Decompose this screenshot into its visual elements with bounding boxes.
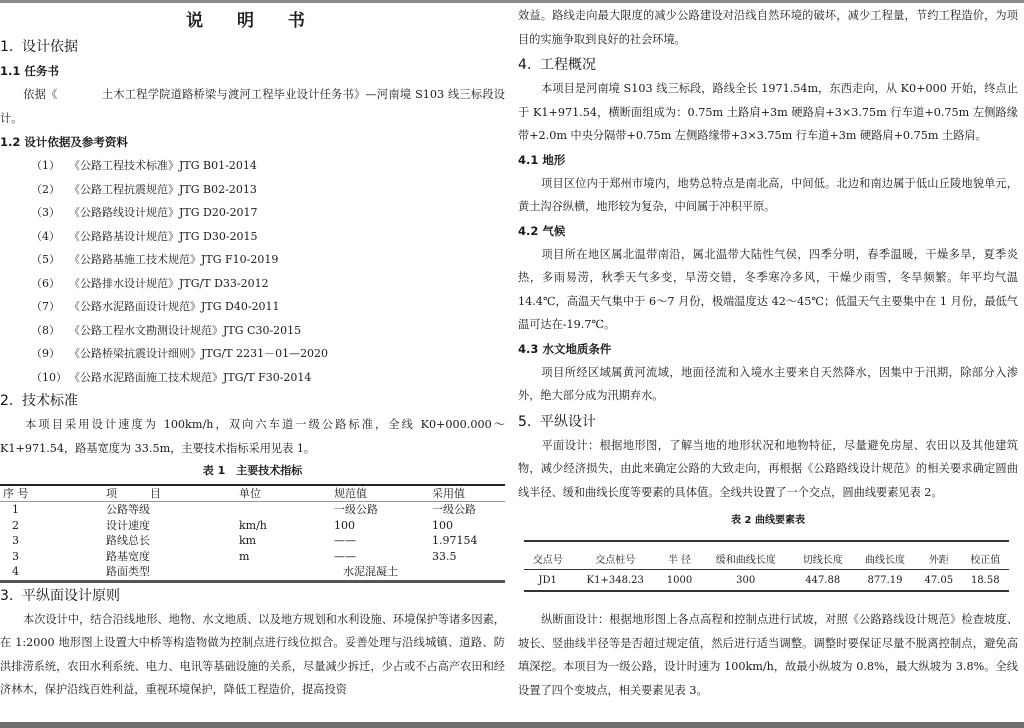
table-1-caption: 表 1 主要技术指标 [202, 464, 303, 477]
cell-adopted: 一级公路 [432, 503, 476, 516]
section-number: 5. [518, 413, 532, 430]
ref-number: （4） [31, 229, 60, 243]
section-number: 3. [0, 587, 14, 604]
cell-adopted: 1.97154 [432, 534, 478, 547]
paragraph-text: 项目区位内于郑州市境内，地势总特点是南北高，中间低。北边和南边属于低山丘陵地貌单元，黄土沟谷纵横，地形较为复杂，中间属于冲积平原。 [518, 176, 1018, 213]
cell-unit [236, 564, 331, 581]
ref-text: 《公路路基施工技术规范》JTG F10-2019 [69, 253, 279, 266]
col-header: 交点桩号 [571, 541, 659, 570]
subsection-1-1-heading: 1.1 任务书 [0, 64, 59, 78]
ref-number: （6） [31, 276, 60, 290]
section-title: 平纵设计 [540, 413, 596, 430]
cell-adopted: 100 [432, 518, 453, 532]
cell: 47.05 [916, 570, 961, 592]
ref-text: 《公路排水设计规范》JTG/T D33-2012 [69, 276, 269, 290]
paragraph-text: 平面设计：根据地形图，了解当地的地形状况和地物特征，尽量避免房屋、农田以及其他建筑物，减少经济损失，由此来确定公路的大致走向，再根据《公路路线设计规范》的相关要求确定圆曲线半径、缓和曲线长度等要素的具体值。全线共设置了一个交点，圆曲线要素见表 2。 [518, 438, 1018, 499]
reference-item [0, 178, 505, 202]
cell: 447.88 [792, 570, 854, 592]
table-row [0, 549, 505, 565]
cell-unit: km [239, 534, 257, 547]
ref-number: （7） [31, 300, 60, 313]
subsection-1-2-heading: 1.2 设计依据及参考资料 [0, 135, 128, 149]
table-row [0, 564, 505, 581]
paragraph-text: 本次设计中，结合沿线地形、地物、水文地质、以及地方规划和水利设施、环境保护等诸多因素，在 1:2000 地形图上设置大中桥等构造物做为控制点进行线位拟合。妥善处理与沿线城镇、道路、防洪排涝系统，农田水利系统、电力、电讯等基础设施的关系，尽量减少拆迁，少占或不占高产农田和经济林木，保护沿线百姓利益，重视环境保护，降低工程造价，提高投资 [0, 612, 505, 696]
ref-text: 《公路路基设计规范》JTG D30-2015 [69, 229, 258, 243]
terrain-paragraph [518, 172, 1018, 219]
section-4-heading [518, 53, 1018, 77]
cell-item: 公路等级 [106, 503, 150, 516]
section-title: 设计依据 [22, 39, 78, 55]
section-number: 1. [0, 39, 14, 55]
col-header: 切线长度 [792, 541, 854, 570]
ref-text: 《公路工程水文勘测设计规范》JTG C30-2015 [69, 323, 302, 337]
section-2-heading [0, 389, 505, 413]
col-header: 校正值 [962, 541, 1009, 570]
profile-design-paragraph [518, 608, 1018, 702]
col-header: 外距 [916, 541, 961, 570]
reference-list [0, 154, 505, 389]
ref-number: （1） [31, 159, 60, 172]
cell: 18.58 [962, 570, 1009, 592]
col-header: 曲线长度 [854, 541, 916, 570]
ref-text: 《公路工程抗震规范》JTG B02-2013 [69, 182, 257, 196]
ref-text: 《公路路线设计规范》JTG D20-2017 [69, 206, 258, 219]
ref-text: 《公路桥梁抗震设计细则》JTG/T 2231－01—2020 [69, 347, 329, 360]
page-top-border [0, 0, 1024, 3]
ref-number: （10） [31, 370, 67, 384]
ref-text: 《公路工程技术标准》JTG B01-2014 [69, 159, 257, 172]
cell: 1000 [659, 570, 700, 592]
cell-seq: 3 [12, 534, 19, 547]
col-header: 交点号 [524, 541, 571, 570]
paragraph-text: 项目所经区域属黄河流域，地面径流和入境水主要来自天然降水，因集中于汛期，除部分入渗外，绝大部分成为汛期弃水。 [518, 365, 1018, 402]
section-title: 技术标准 [22, 393, 78, 409]
project-overview-paragraph [518, 77, 1018, 148]
cell-standard: 一级公路 [334, 503, 378, 516]
cell-standard: —— [334, 549, 356, 563]
section-title: 工程概况 [540, 57, 596, 73]
reference-item [0, 366, 505, 390]
col-header: 缓和曲线长度 [700, 541, 792, 570]
section-3-heading [0, 584, 505, 608]
paragraph-text: 本项目是河南境 S103 线三标段，路线全长 1971.54m，东西走向，从 K0+000 开始，终点止于 K1+971.54，横断面组成为：0.75m 土路肩+3m 硬路肩+3×3.75m 行车道+0.75m 左侧路缘带+2.0m 中央分隔带+0.75m 左侧路缘带+3×3.75m 行车道+3m 硬路肩+0.75m 土路肩。 [518, 82, 1018, 142]
cell-seq: 1 [12, 503, 19, 516]
technical-indicators-table [0, 484, 505, 583]
document-title: 说 明 书 [186, 11, 319, 31]
cell-item: 路线总长 [106, 534, 150, 547]
cell-adopted: 33.5 [432, 549, 457, 563]
page-bottom-border [0, 722, 1024, 728]
table-header-row [524, 541, 1009, 570]
reference-item [0, 201, 505, 225]
table-2-caption: 表 2 曲线要素表 [731, 515, 805, 526]
cell-standard: 100 [334, 518, 355, 532]
cell-item: 路基宽度 [106, 549, 150, 563]
ref-number: （2） [31, 182, 60, 196]
ref-number: （3） [31, 206, 60, 219]
paragraph-text: 本项目采用设计速度为 100km/h，双向六车道一级公路标准，全线 K0+000.000～K1+971.54，路基宽度为 33.5m，主要技术指标采用见表 1。 [0, 418, 505, 455]
cell-merged-value: 水泥混凝土 [331, 564, 505, 581]
technical-standard-paragraph [0, 413, 505, 460]
cell-item: 路面类型 [103, 564, 236, 581]
cell-unit [236, 502, 331, 518]
section-number: 2. [0, 393, 14, 409]
cell: JD1 [524, 570, 571, 592]
hydrogeology-paragraph [518, 361, 1018, 408]
paragraph-text: 项目所在地区属北温带南沿，属北温带大陆性气侯，四季分明，春季温暖，干燥多旱，夏季炎热，多雨易涝，秋季天气多变，旱涝交错，冬季寒冷多风，干燥少雨雪，冬旱频繁。年平均气温 14.4℃，高温天气集中于 6～7 月份，极端温度达 42～45℃；低温天气主要集中在 1 月份，最低气温可达在-19.7℃。 [518, 247, 1018, 331]
ref-text: 《公路水泥路面设计规范》JTG D40-2011 [69, 300, 280, 313]
col-header-adopted: 采用值 [429, 485, 505, 502]
table-header-row [0, 485, 505, 502]
section-title: 平纵面设计原则 [22, 587, 120, 604]
right-column [518, 4, 1018, 702]
reference-item [0, 319, 505, 343]
reference-item [0, 272, 505, 296]
task-text-b: 土木工程学院道路桥梁与渡河工程毕业设计任务书》—河南境 S103 线三标段设计。 [0, 88, 505, 125]
cell-seq: 3 [12, 549, 19, 563]
table-row [0, 533, 505, 549]
curve-elements-table [524, 540, 1009, 592]
climate-paragraph [518, 243, 1018, 337]
cell-seq: 4 [0, 564, 103, 581]
cell: 300 [700, 570, 792, 592]
paragraph-text: 纵断面设计：根据地形图上各点高程和控制点进行试坡，对照《公路路线设计规范》检查坡度、坡长、竖曲线半径等是否超过规定值，然后进行适当调整。调整时要保证尽量不脱离控制点，避免高填深挖。本项目为一级公路，设计时速为 100km/h，故最小纵坡为 0.8%，最大纵坡为 3.8%。全线设置了四个变坡点，相关要素见表 3。 [518, 613, 1018, 697]
col-header-item: 项 目 [103, 485, 236, 502]
col-header: 半 径 [659, 541, 700, 570]
task-text-a: 依据《 [23, 88, 58, 101]
ref-text: 《公路水泥路面施工技术规范》JTG/T F30-2014 [69, 370, 312, 384]
col-header-seq: 序 号 [0, 485, 103, 502]
table-row [0, 502, 505, 518]
reference-item [0, 248, 505, 272]
table-row [0, 518, 505, 534]
section-1-heading [0, 35, 505, 59]
cell: K1+348.23 [571, 570, 659, 592]
section-5-heading [518, 410, 1018, 434]
col-header-unit: 单位 [236, 485, 331, 502]
section-number: 4. [518, 57, 532, 73]
task-paragraph [0, 83, 505, 130]
cell-item: 设计速度 [106, 518, 150, 532]
subsection-4-3-heading: 4.3 水文地质条件 [518, 341, 612, 356]
reference-item [0, 154, 505, 178]
ref-number: （5） [31, 253, 60, 266]
reference-item [0, 225, 505, 249]
cell: 877.19 [854, 570, 916, 592]
cell-unit: m [239, 549, 250, 563]
subsection-4-2-heading: 4.2 气候 [518, 223, 566, 238]
ref-number: （8） [31, 323, 60, 337]
cell-seq: 2 [12, 518, 19, 532]
cell-standard: —— [334, 534, 356, 547]
table-row [524, 570, 1009, 592]
reference-item [0, 342, 505, 366]
design-principle-paragraph [0, 608, 505, 702]
left-column [0, 6, 505, 702]
subsection-4-1-heading: 4.1 地形 [518, 152, 566, 167]
reference-item [0, 295, 505, 319]
ref-number: （9） [31, 347, 60, 360]
design-principle-continued: 效益。路线走向最大限度的减少公路建设对沿线自然环境的破坏，减少工程量，节约工程造价，为项目的实施争取到良好的社会环境。 [518, 9, 1018, 46]
col-header-standard: 规范值 [331, 485, 429, 502]
cell-unit: km/h [239, 518, 267, 532]
plane-design-paragraph [518, 434, 1018, 505]
